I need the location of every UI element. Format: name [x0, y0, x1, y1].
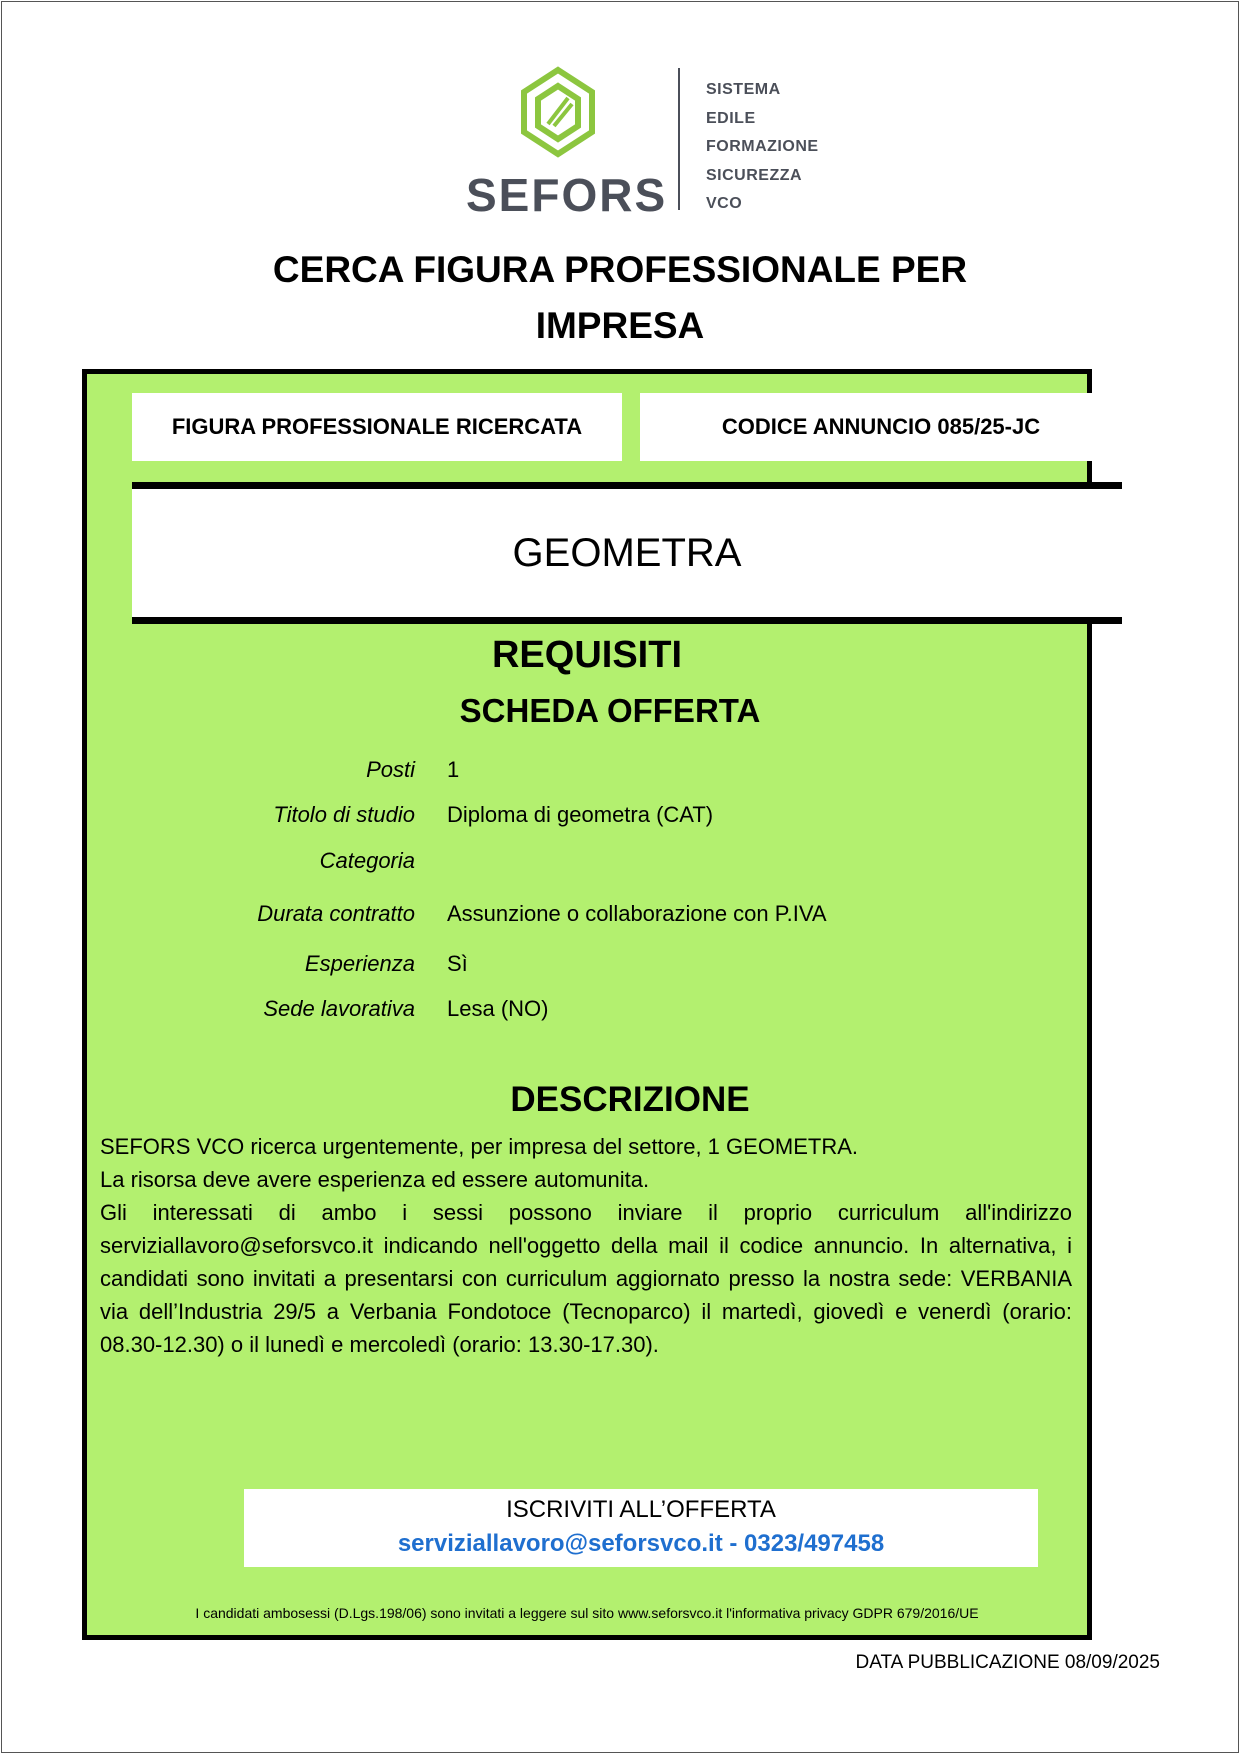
profile-box [132, 482, 1122, 624]
logo-tagline-line: VCO [706, 195, 743, 212]
description-heading: DESCRIZIONE [510, 1080, 750, 1119]
logo-tagline-line: FORMAZIONE [706, 138, 819, 155]
apply-contact-link[interactable]: serviziallavoro@seforsvco.it - 0323/497458 [397, 1530, 885, 1557]
logo-tagline-line: EDILE [706, 109, 756, 127]
logo-tagline-line: SISTEMA [706, 81, 781, 98]
logo-wordmark: SEFORS [466, 169, 668, 221]
requirement-label: Durata contratto [257, 901, 415, 926]
requirements-subheading: SCHEDA OFFERTA [459, 692, 761, 729]
requirement-value: Sì [447, 951, 468, 976]
publication-date: DATA PUBBLICAZIONE 08/09/2025 [855, 1652, 1160, 1673]
requirement-value: Lesa (NO) [447, 996, 549, 1021]
logo-tagline-line: SICUREZZA [706, 166, 803, 184]
logo-divider [678, 68, 680, 210]
description-paragraph: Gli interessati di ambo i sessi possono inviare il proprio curriculum all'indirizzo serviziallavoro@seforsvco.it indicando nell'oggetto della mail il codice annuncio. In alternativa, i candidati sono invitati a presentarsi con curriculum aggiornato presso la nostra sede: VERBANIA via dell’Industria 29/5 a Verbania Fondotoce (Tecnoparco) il martedì, giovedì e venerdì (orario: 08.30-12.30) o il lunedì e mercoledì (orario: 13.30-17.30). [100, 1200, 1072, 1357]
privacy-note: I candidati ambosessi (D.Lgs.198/06) sono invitati a leggere sul sito www.seforsvco.it l'informativa privacy GDPR 679/2016/UE [195, 1605, 979, 1621]
code-label-box [640, 393, 1122, 461]
apply-title: ISCRIVITI ALL’OFFERTA [506, 1496, 776, 1523]
page-title-line: CERCA FIGURA PROFESSIONALE PER [272, 249, 968, 290]
requirement-label: Titolo di studio [273, 802, 415, 827]
description-paragraph: La risorsa deve avere esperienza ed essere automunita. [100, 1167, 650, 1192]
description-body [100, 1130, 1072, 1361]
figure-label: FIGURA PROFESSIONALE RICERCATA [171, 414, 583, 439]
figure-label-box [132, 393, 622, 461]
requirement-label: Categoria [319, 848, 415, 873]
requirements-heading: REQUISITI [491, 634, 683, 676]
page-title [200, 242, 1040, 354]
logo-tagline [706, 76, 819, 219]
code-label: CODICE ANNUNCIO 085/25-JC [721, 414, 1041, 439]
requirement-label: Sede lavorativa [263, 996, 415, 1021]
page-title-line: IMPRESA [535, 305, 705, 346]
requirement-label: Esperienza [304, 951, 415, 976]
requirement-value: 1 [447, 757, 460, 782]
apply-box [244, 1489, 1038, 1567]
job-offer-panel [82, 369, 1092, 1640]
requirement-label: Posti [366, 757, 415, 782]
description-paragraph: SEFORS VCO ricerca urgentemente, per impresa del settore, 1 GEOMETRA. [100, 1134, 859, 1159]
sefors-logo-icon [520, 66, 596, 158]
requirement-value: Diploma di geometra (CAT) [447, 802, 714, 827]
profile-title: GEOMETRA [512, 531, 742, 575]
requirement-value: Assunzione o collaborazione con P.IVA [447, 901, 827, 926]
